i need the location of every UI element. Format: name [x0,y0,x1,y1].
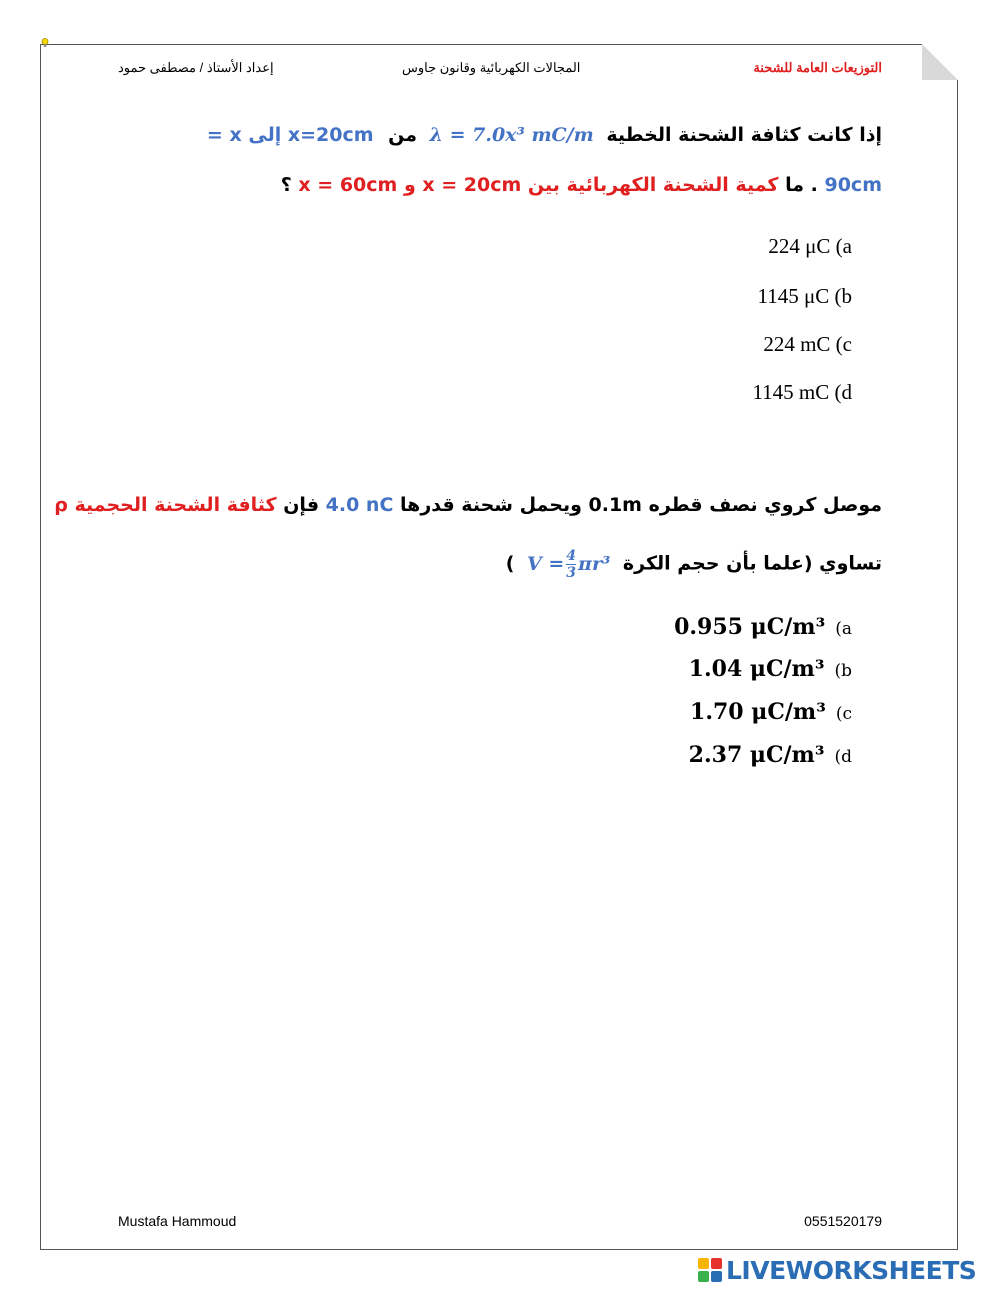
q1-question-mark: ؟ [280,174,292,196]
q2-option-c[interactable]: 1.70 μC/m³ (c [690,699,852,725]
q1-range-end: 90cm [824,174,882,196]
page-fold-corner [922,44,958,80]
header-author: إعداد الأستاذ / مصطفى حمود [118,60,274,75]
q1-question-highlight: كمية الشحنة الكهربائية بين x = 20cm و x = 60cm [298,174,779,196]
q2-option-b[interactable]: 1.04 μC/m³ (b [688,656,852,682]
q1-option-b[interactable]: 1145 μC (b [757,284,852,308]
worksheet-page [40,44,958,1250]
header-chapter: المجالات الكهربائية وقانون جاوس [402,60,581,75]
q1-text-c: . ما [785,174,818,196]
q1-range-start: x=20cm إلى x = [206,124,374,146]
q1-option-d[interactable]: 1145 mC (d [752,380,852,404]
q2-volume-formula: V = $\frac{4}{3}$ πr³ [527,548,611,581]
q2-text-a: موصل كروي نصف قطره 0.1m ويحمل شحنة قدرها [400,494,882,516]
q2-text-c: تساوي (علما بأن حجم الكرة [622,552,882,575]
header-topic: التوزيعات العامة للشحنة [753,60,882,75]
q1-line1 [207,124,882,146]
footer-phone: 0551520179 [804,1213,882,1229]
lightbulb-icon [41,38,49,48]
q2-option-a[interactable]: 0.955 μC/m³ (a [674,614,852,640]
fraction-four-thirds: $\frac{4}{3}$ [566,548,577,581]
q1-text-b: من [388,124,418,146]
q1-text-a: إذا كانت كثافة الشحنة الخطية [606,124,882,146]
liveworksheets-logo-icon [698,1258,722,1282]
q2-text-b: فإن [283,494,320,516]
q1-option-a[interactable]: 224 μC (a [768,234,852,258]
brand-name: LIVEWORKSHEETS [726,1255,977,1285]
q2-line1 [54,494,882,516]
q2-density-highlight: كثافة الشحنة الحجمية ρ [54,494,277,516]
q1-lambda-formula: λ = 7.0x³ mC/m [429,124,594,146]
q1-option-c[interactable]: 224 mC (c [763,332,852,356]
q2-charge-value: 4.0 nC [325,494,394,516]
q2-line2 [506,548,882,581]
q2-option-d[interactable]: 2.37 μC/m³ (d [688,742,852,768]
liveworksheets-logo[interactable] [698,1255,976,1285]
footer-author: Mustafa Hammoud [118,1213,237,1229]
q2-close-paren: ) [505,552,515,575]
q1-line2 [281,174,882,196]
